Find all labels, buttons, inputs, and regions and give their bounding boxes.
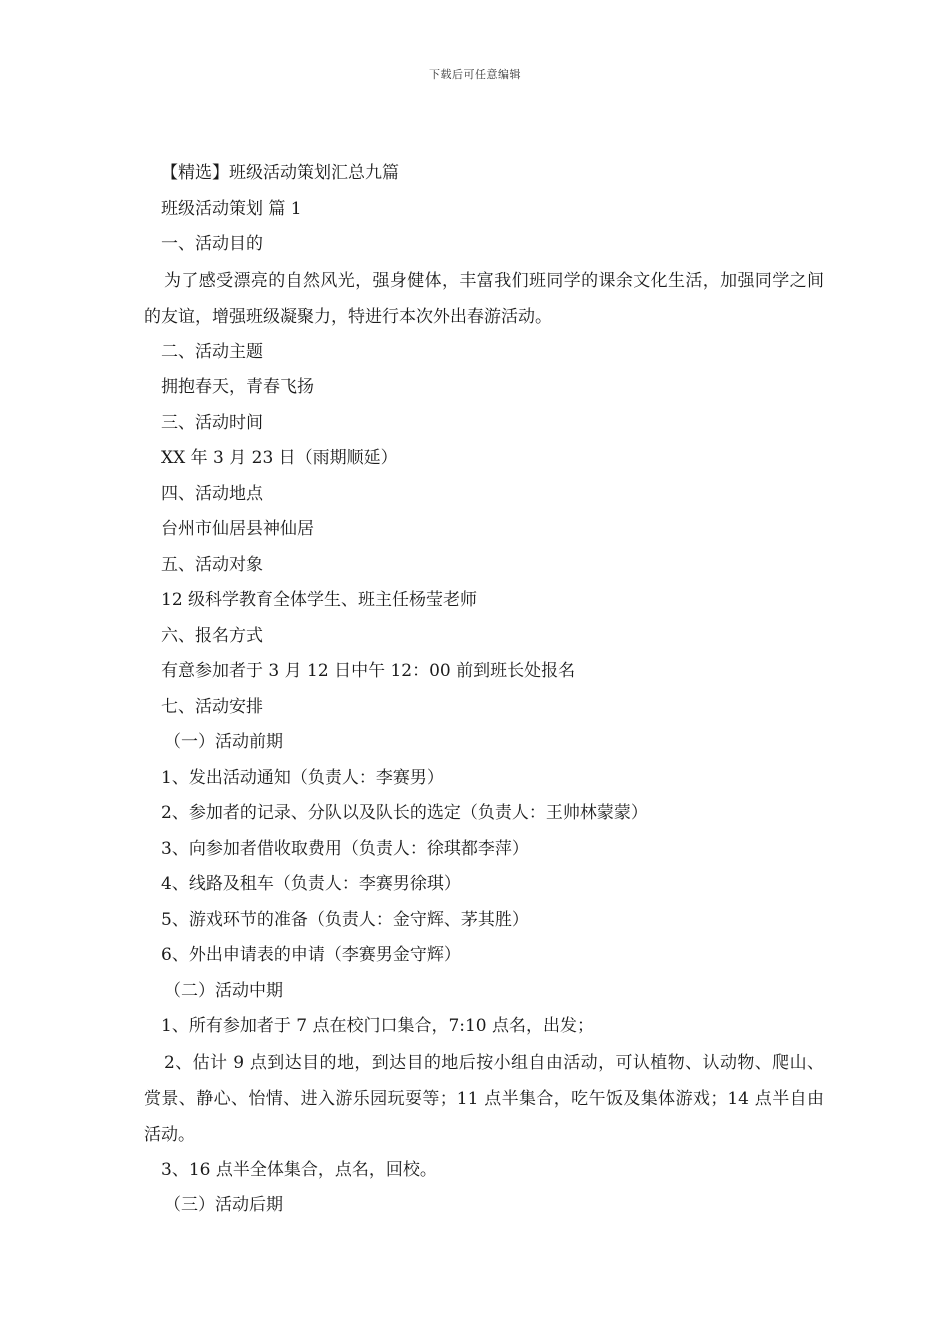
section-heading-participants: 五、活动对象 <box>161 554 263 575</box>
list-item: 1、所有参加者于 7 点在校门口集合，7:10 点名，出发； <box>161 1016 595 1036</box>
section-heading-purpose: 一、活动目的 <box>161 234 263 254</box>
page-header-note: 下载后可任意编辑 <box>429 68 521 81</box>
document-subtitle: 班级活动策划 篇 1 <box>161 198 302 219</box>
list-item: 3、16 点半全体集合，点名，回校。 <box>161 1159 437 1180</box>
section-heading-theme: 二、活动主题 <box>161 341 263 362</box>
section-body-theme: 拥抱春天，青春飞扬 <box>161 377 314 397</box>
section-body-location: 台州市仙居县神仙居 <box>161 519 314 539</box>
document-body <box>144 156 824 1224</box>
section-body-registration: 有意参加者于 3 月 12 日中午 12：00 前到班长处报名 <box>161 661 576 681</box>
document-title: 【精选】班级活动策划汇总九篇 <box>161 163 399 183</box>
list-item: 2、参加者的记录、分队以及队长的选定（负责人：王帅林蒙蒙） <box>161 803 648 823</box>
phase-heading-before: （一）活动前期 <box>164 732 283 752</box>
section-heading-time: 三、活动时间 <box>161 412 263 433</box>
section-heading-arrangement: 七、活动安排 <box>161 696 263 717</box>
list-item: 1、发出活动通知（负责人：李赛男） <box>161 767 444 788</box>
section-heading-location: 四、活动地点 <box>161 483 263 504</box>
list-item: 5、游戏环节的准备（负责人：金守辉、茅其胜） <box>161 909 529 930</box>
section-body-purpose: 为了感受漂亮的自然风光，强身健体，丰富我们班同学的课余文化生活，加强同学之间的友谊，增强班级凝聚力，特进行本次外出春游活动。 <box>144 270 824 327</box>
phase-heading-during: （二）活动中期 <box>164 980 283 1001</box>
list-item: 4、线路及租车（负责人：李赛男徐琪） <box>161 874 461 894</box>
phase-heading-after: （三）活动后期 <box>164 1195 283 1215</box>
section-heading-registration: 六、报名方式 <box>161 625 263 646</box>
section-body-time: XX 年 3 月 23 日（雨期顺延） <box>161 448 398 468</box>
list-item: 2、估计 9 点到达目的地，到达目的地后按小组自由活动，可认植物、认动物、爬山、赏景、静心、怡情、进入游乐园玩耍等；11 点半集合，吃午饭及集体游戏；14 点半自由活动。 <box>144 1052 824 1145</box>
section-body-participants: 12 级科学教育全体学生、班主任杨莹老师 <box>161 590 478 610</box>
list-item: 3、向参加者借收取费用（负责人：徐琪都李萍） <box>161 838 529 859</box>
list-item: 6、外出申请表的申请（李赛男金守辉） <box>161 945 461 965</box>
